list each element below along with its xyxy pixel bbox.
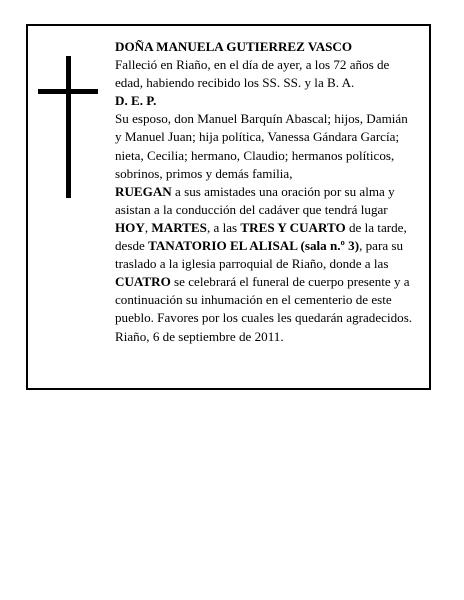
deceased-name: DOÑA MANUELA GUTIERREZ VASCO — [115, 39, 353, 54]
request-text-5: , para su traslado a la iglesia parroquial de Riaño, donde a las — [115, 238, 404, 272]
cross-icon — [38, 56, 98, 198]
request-text-2: , — [144, 219, 152, 235]
request-text-1: a sus amistades una oración por su alma y asistan a la conducción del cadáver que tendrá lugar — [115, 183, 395, 217]
request-text-4: de la tarde, desde — [115, 219, 407, 254]
ruegan-word: RUEGAN — [115, 183, 172, 199]
hoy-word: HOY — [115, 219, 145, 235]
request-text-6: se celebrará el funeral de cuerpo presente y a continuación su inhumación en el cementerio de este pueblo. Favores por los cuales les quedarán agradecidos. — [115, 274, 413, 326]
cuatro-word: CUATRO — [115, 274, 171, 290]
martes-word: MARTES — [151, 219, 207, 235]
funeral-request — [115, 183, 415, 328]
funeral-time: TRES Y CUARTO — [240, 219, 346, 235]
cross-horizontal-bar — [38, 89, 98, 94]
obituary-notice — [26, 24, 431, 390]
death-announcement: Falleció en Riaño, en el día de ayer, a los 72 años de edad, habiendo recibido los SS. SS. y la B. A. — [115, 57, 390, 91]
dateline: Riaño, 6 de septiembre de 2011. — [115, 328, 284, 344]
request-text-3: , a las — [206, 219, 241, 235]
tanatorio-name: TANATORIO EL ALISAL (sala n.º 3) — [148, 238, 360, 254]
obituary-text — [115, 38, 415, 346]
family-list: Su esposo, don Manuel Barquín Abascal; hijos, Damián y Manuel Juan; hija política, Vanessa Gándara García; nieta, Cecilia; hermano, Claudio; hermanos políticos, sobrinos, primos y demás familia, — [115, 111, 408, 181]
dep-line: D. E. P. — [115, 93, 157, 109]
cross-vertical-bar — [66, 56, 71, 198]
